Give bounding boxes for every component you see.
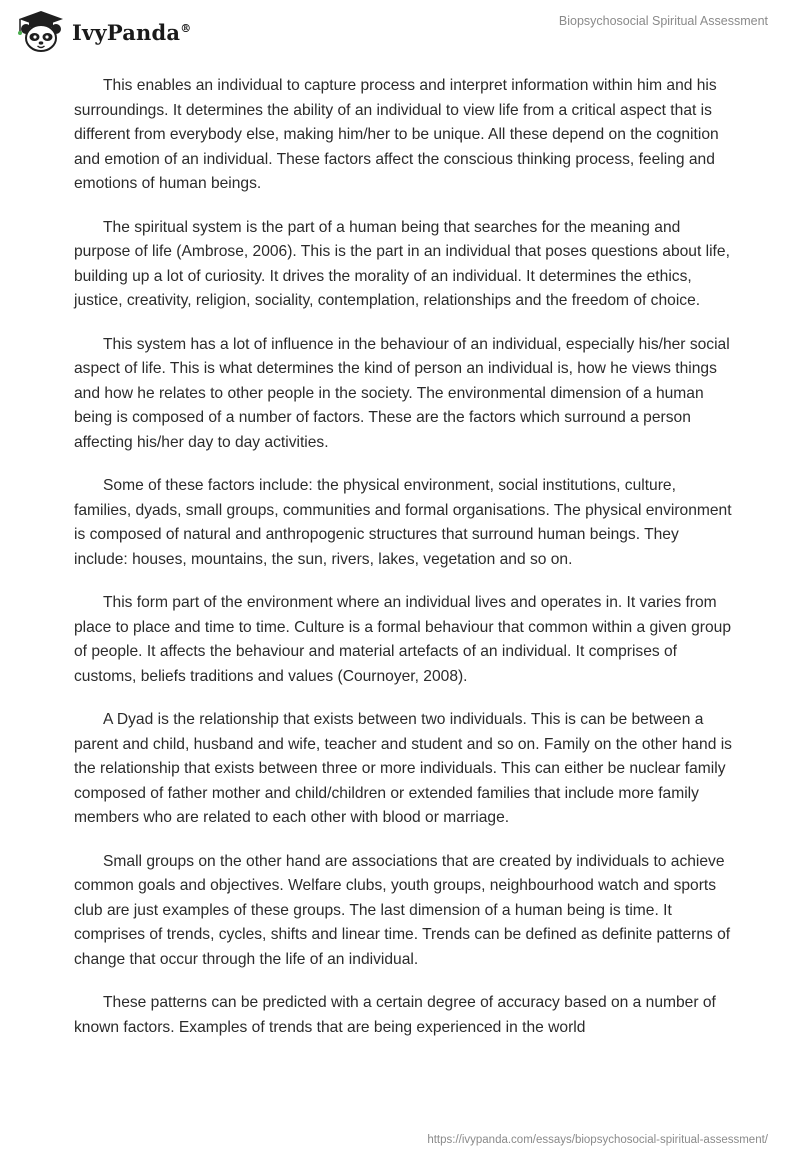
paragraph: A Dyad is the relationship that exists between two individuals. This is can be between a parent and child, husband and wife, teacher and student and so on. Family on the other hand is the relationship that exists between three or more individuals. This can either be nuclear family composed of father mother and child/children or extended families that include more family members who are related to each other with blood or marriage. — [74, 711, 732, 826]
source-url-link[interactable]: https://ivypanda.com/essays/biopsychosocial-spiritual-assessment/ — [427, 1134, 768, 1146]
paragraph: This system has a lot of influence in the behaviour of an individual, especially his/her social aspect of life. This is what determines the kind of person an individual is, how he views things and how he relates to other people in the society. The environmental dimension of a human being is composed of a number of factors. These are the factors which surround a person affecting his/her day to day activities. — [74, 335, 730, 451]
panda-graduate-icon — [14, 10, 68, 54]
logo-text: IvyPanda® — [72, 19, 192, 45]
paragraph: The spiritual system is the part of a human being that searches for the meaning and purpose of life (Ambrose, 2006). This is the part in an individual that poses questions about life, building up a lot of curiosity. It drives the morality of an individual. It determines the ethics, justice, creativity, religion, sociality, contemplation, relationships and the freedom of choice. — [74, 218, 730, 309]
paragraph: This form part of the environment where an individual lives and operates in. It varies from place to place and time to time. Culture is a formal behaviour that common within a given group of people. It affects the behaviour and material artefacts of an individual. It comprises of customs, beliefs traditions and values (Cournoyer, 2008). — [74, 594, 732, 685]
logo[interactable] — [14, 10, 191, 54]
paragraph: Some of these factors include: the physical environment, social institutions, culture, families, dyads, small groups, communities and formal organisations. The physical environment is composed of natural and anthropogenic structures that surround human beings. They include: houses, mountains, the sun, rivers, lakes, vegetation and so on. — [74, 477, 732, 568]
paragraph: These patterns can be predicted with a certain degree of accuracy based on a number of known factors. Examples of trends that are being experienced in the world — [74, 994, 716, 1036]
registered-mark: ® — [180, 21, 192, 35]
essay-body — [74, 74, 734, 1059]
paragraph: This enables an individual to capture process and interpret information within him and his surroundings. It determines the ability of an individual to view life from a critical aspect that is different from everybody else, making him/her to be unique. All these depend on the cognition and emotion of an individual. These factors affect the conscious thinking process, feeling and emotions of human beings. — [74, 77, 719, 192]
page-header — [0, 0, 800, 60]
paragraph: Small groups on the other hand are associations that are created by individuals to achieve common goals and objectives. Welfare clubs, youth groups, neighbourhood watch and sports club are just examples of these groups. The last dimension of a human being is time. It comprises of trends, cycles, shifts and linear time. Trends can be defined as definite patterns of change that occur through the life of an individual. — [74, 852, 731, 968]
document-title: Biopsychosocial Spiritual Assessment — [558, 14, 768, 28]
